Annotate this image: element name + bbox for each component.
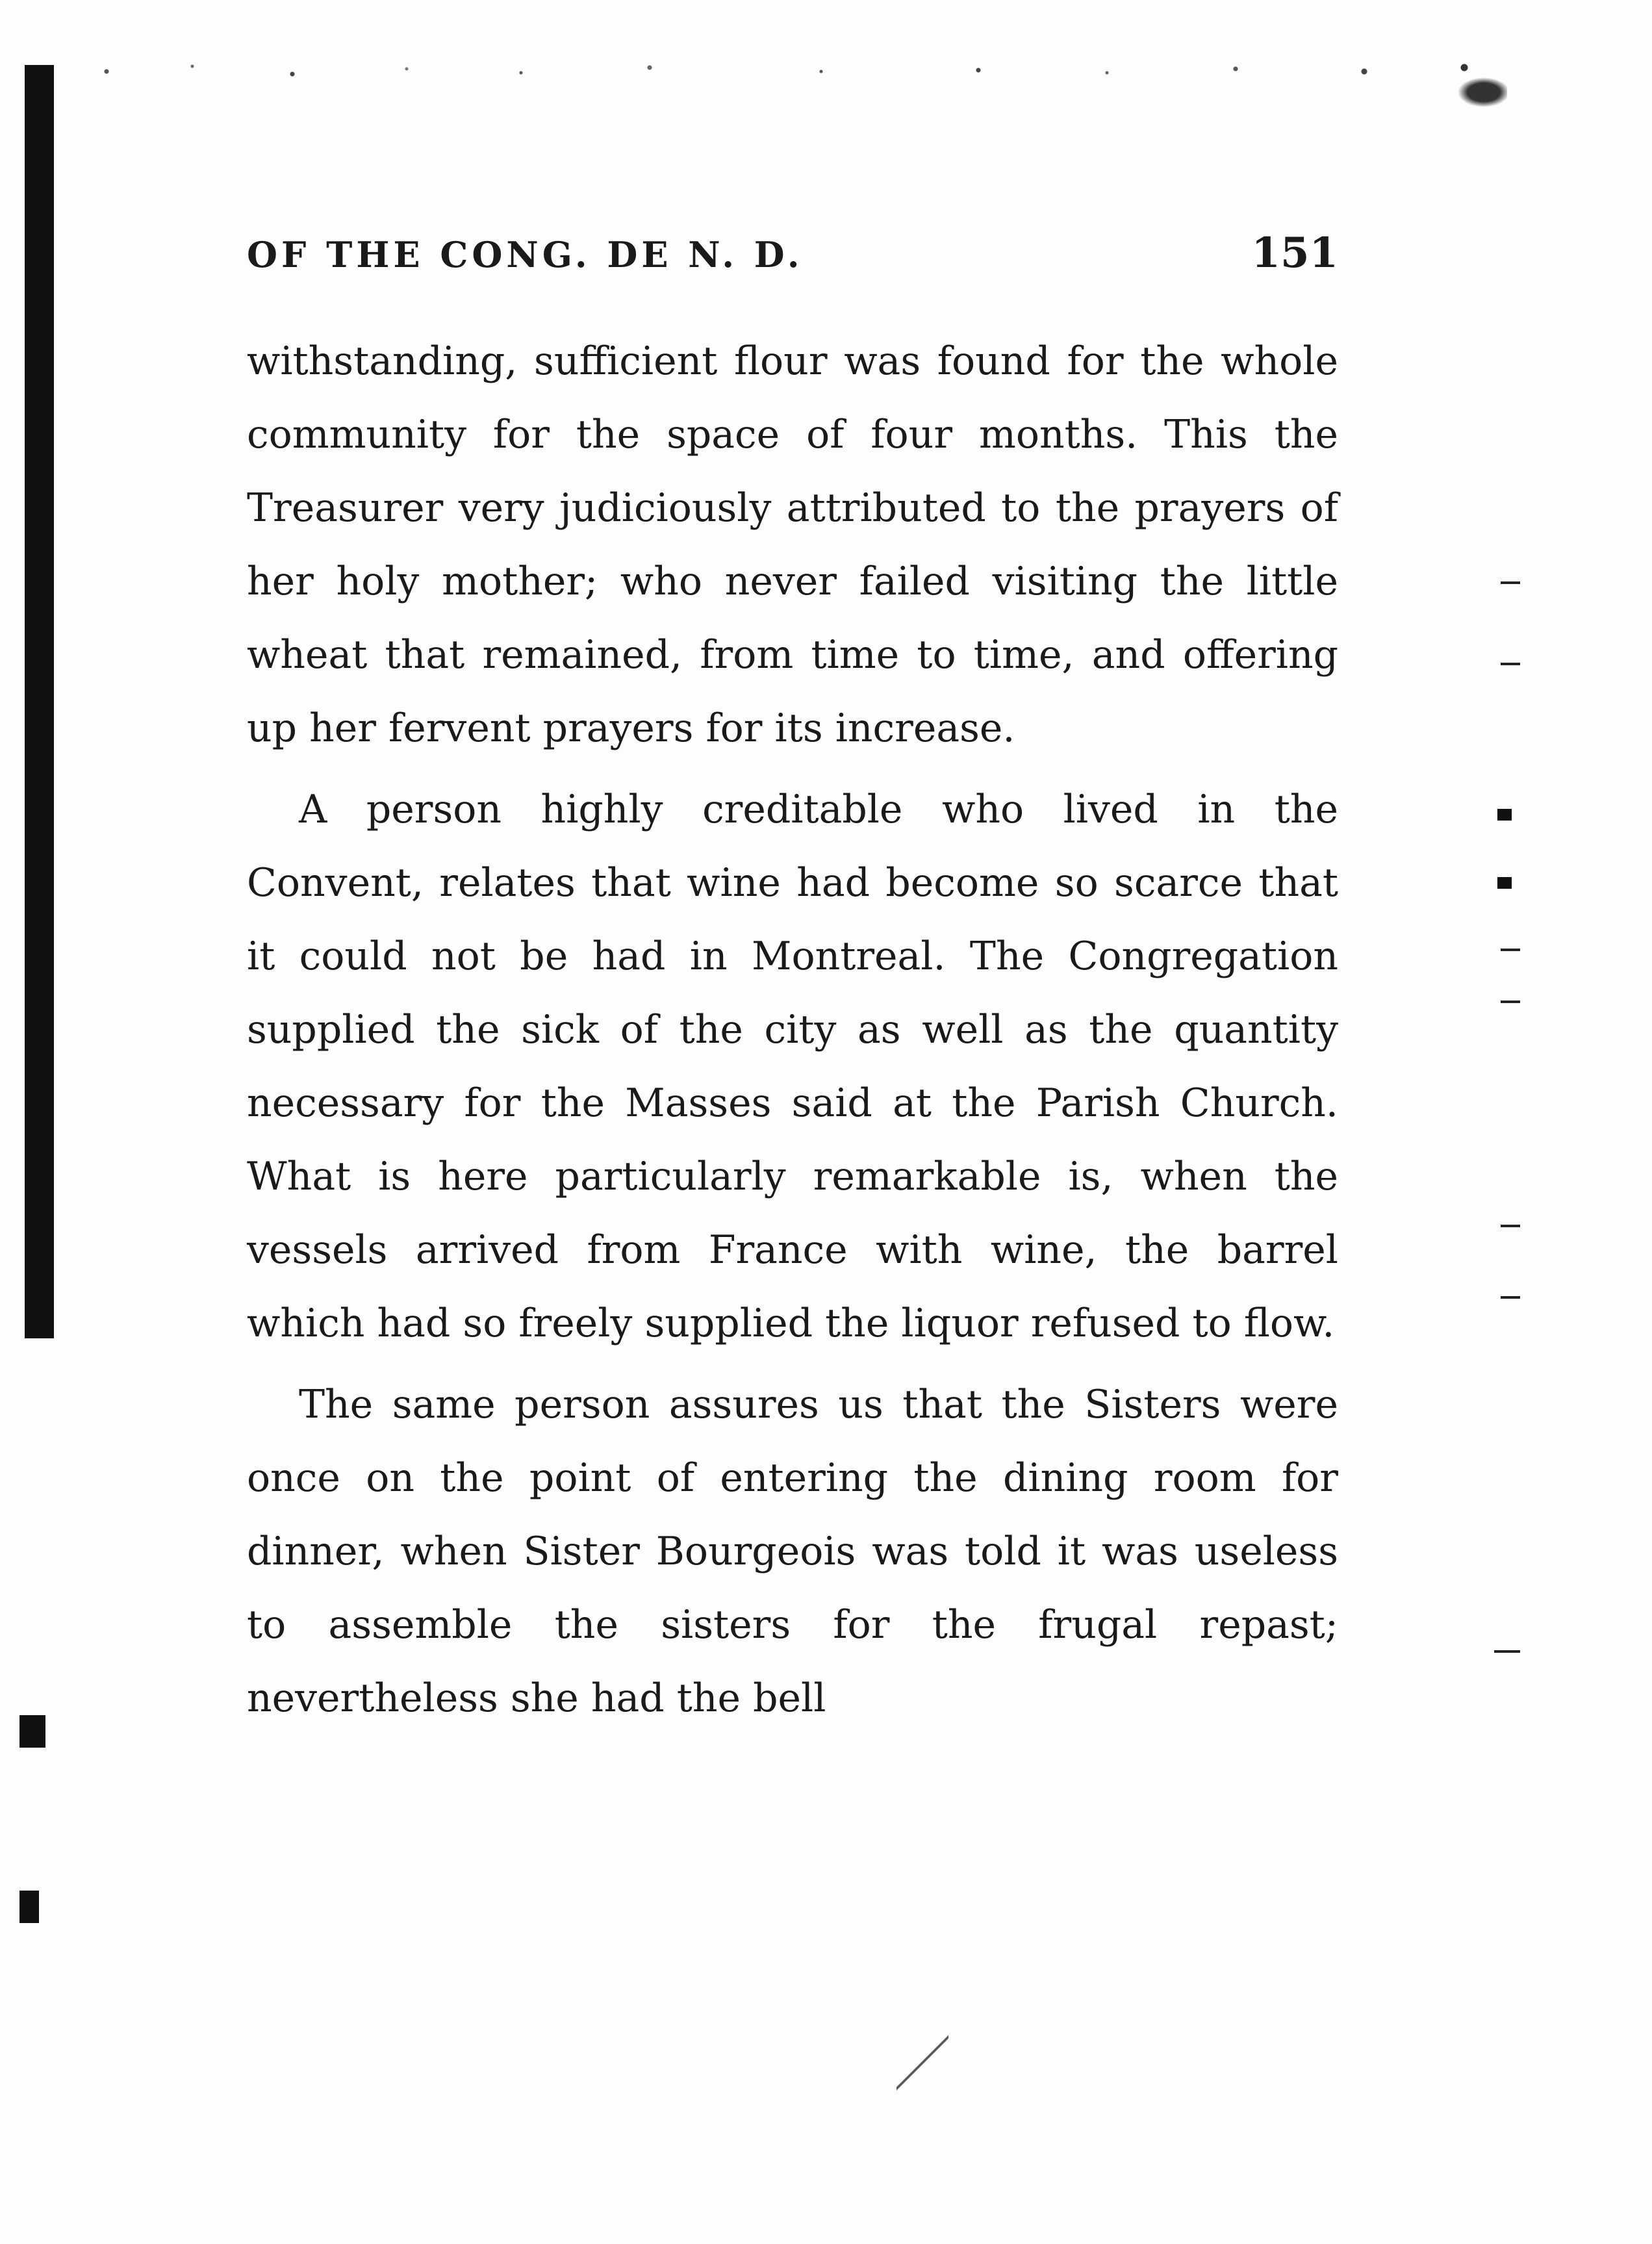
scan-noise-right-margin bbox=[1494, 325, 1520, 2209]
paragraph: The same person assures us that the Sisters were once on the point of entering the dining room for dinner, when Sister Bourgeois was told it was useless to assemble the sisters for the frugal repast; nevertheless she had the bell bbox=[247, 1382, 1338, 1721]
paragraph: withstanding, sufficient flour was found for the whole community for the space of four months. This the Treasurer very judiciously attributed to the prayers of her holy mother; who never failed visiting the little wheat that remained, from time to time, and offering up her fervent prayers for its increase. bbox=[247, 338, 1338, 751]
page-header bbox=[247, 229, 1338, 286]
body-text bbox=[247, 325, 1338, 1743]
paragraph: A person highly creditable who lived in the Convent, relates that wine had become so scarce that it could not be had in Montreal. The Congregation supplied the sick of the city as well as the quantity necessary for the Masses said at the Parish Church. What is here particularly remarkable is, when the vessels arrived from France with wine, the barrel which had so freely supplied the liquor refused to flow. bbox=[247, 787, 1338, 1346]
scan-noise-bottom bbox=[896, 2034, 1026, 2189]
scan-noise-top bbox=[78, 58, 1507, 84]
scan-noise-corner bbox=[1429, 71, 1507, 123]
running-head: OF THE CONG. DE N. D. bbox=[247, 234, 804, 275]
page-binding-shadow bbox=[25, 65, 54, 1338]
scan-noise-left-margin bbox=[19, 1715, 58, 1923]
page-number: 151 bbox=[1251, 229, 1338, 277]
